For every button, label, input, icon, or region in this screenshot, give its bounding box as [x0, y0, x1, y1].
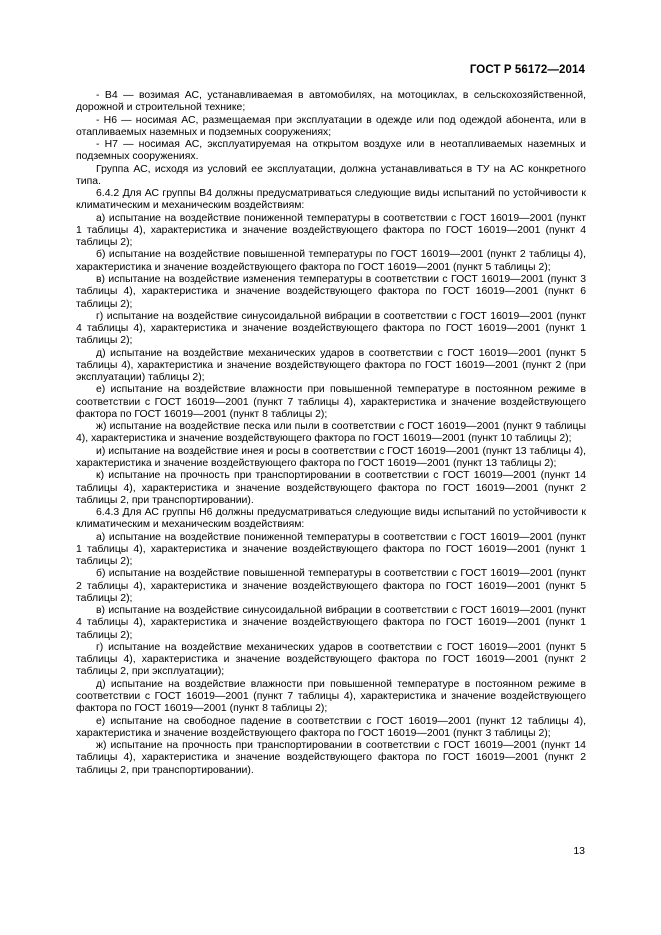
list-item: в) испытание на воздействие изменения температуры в соответствии с ГОСТ 16019—2001 (пункт 3 таблицы 4), характеристика и значение воздействующего фактора по ГОСТ 16019—2001 (пункт 6 таблицы 2); [76, 273, 586, 310]
list-item: г) испытание на воздействие механических ударов в соответствии с ГОСТ 16019—2001 (пункт 5 таблицы 4), характеристика и значение воздействующего фактора по ГОСТ 16019—2001 (пункт 2 таблицы 2, при эксплуатации); [76, 641, 586, 678]
list-item: д) испытание на воздействие влажности при повышенной температуре в постоянном режиме в соответствии с ГОСТ 16019—2001 (пункт 7 таблицы 4), характеристика и значение воздействующего фактора по ГОСТ 16019—2001 (пункт 8 таблицы 2); [76, 678, 586, 715]
list-item: б) испытание на воздействие повышенной температуры в соответствии с ГОСТ 16019—2001 (пункт 2 таблицы 4), характеристика и значение воздействующего фактора по ГОСТ 16019—2001 (пункт 5 таблицы 2); [76, 568, 586, 604]
paragraph: - Н6 — носимая АС, размещаемая при эксплуатации в одежде или под одеждой абонента, или в отапливаемых наземных и подземных сооружениях; [76, 114, 586, 138]
list-item: д) испытание на воздействие механических ударов в соответствии с ГОСТ 16019—2001 (пункт 5 таблицы 4), характеристика и значение воздействующего фактора по ГОСТ 16019—2001 (пункт 2 (при эксплуатации) таблицы 2); [76, 347, 586, 384]
page-number: 13 [573, 845, 585, 857]
list-item: г) испытание на воздействие синусоидальной вибрации в соответствии с ГОСТ 16019—2001 (пункт 4 таблицы 4), характеристика и значение воздействующего фактора по ГОСТ 16019—2001 (пункт 1 таблицы 2); [76, 310, 586, 347]
list-item: е) испытание на воздействие влажности при повышенной температуре в постоянном режиме в соответствии с ГОСТ 16019—2001 (пункт 7 таблицы 4), характеристика и значение воздействующего фактора по ГОСТ 16019—2001 (пункт 8 таблицы 2); [76, 384, 586, 420]
list-item: и) испытание на воздействие инея и росы в соответствии с ГОСТ 16019—2001 (пункт 13 таблицы 4), характеристика и значение воздействующего фактора по ГОСТ 16019—2001 (пункт 13 таблицы 2); [76, 445, 586, 469]
list-item: к) испытание на прочность при транспортировании в соответствии с ГОСТ 16019—2001 (пункт 14 таблицы 4), характеристика и значение воздействующего фактора по ГОСТ 16019—2001 (пункт 2 таблицы 2, при транспортировании). [76, 470, 586, 506]
list-item: ж) испытание на воздействие песка или пыли в соответствии с ГОСТ 16019—2001 (пункт 9 таблицы 4), характеристика и значение воздействующего фактора по ГОСТ 16019—2001 (пункт 10 таблицы 2); [76, 421, 586, 445]
list-item: ж) испытание на прочность при транспортировании в соответствии с ГОСТ 16019—2001 (пункт 14 таблицы 4), характеристика и значение воздействующего фактора по ГОСТ 16019—2001 (пункт 2 таблицы 2, при транспортировании). [76, 740, 586, 776]
list-item: в) испытание на воздействие синусоидальной вибрации в соответствии с ГОСТ 16019—2001 (пункт 4 таблицы 4), характеристика и значение воздействующего фактора по ГОСТ 16019—2001 (пункт 1 таблицы 2); [76, 605, 586, 641]
list-item: б) испытание на воздействие повышенной температуры по ГОСТ 16019—2001 (пункт 2 таблицы 4), характеристика и значение воздействующего фактора по ГОСТ 16019—2001 (пункт 5 таблицы 2); [76, 249, 586, 273]
paragraph: - Н7 — носимая АС, эксплуатируемая на открытом воздухе или в неотапливаемых наземных и подземных сооружениях. [76, 139, 586, 163]
section-heading-6-4-2: 6.4.2 Для АС группы В4 должны предусматриваться следующие виды испытаний по устойчивости к климатическим и механическим воздействиям: [76, 188, 586, 212]
list-item: е) испытание на свободное падение в соответствии с ГОСТ 16019—2001 (пункт 12 таблицы 4), характеристика и значение воздействующего фактора по ГОСТ 16019—2001 (пункт 3 таблицы 2); [76, 715, 586, 739]
paragraph: Группа АС, исходя из условий ее эксплуатации, должна устанавливаться в ТУ на АС конкретного типа. [76, 163, 586, 187]
paragraph: - В4 — возимая АС, устанавливаемая в автомобилях, на мотоциклах, в сельскохозяйственной, дорожной и строительной технике; [76, 90, 586, 114]
document-body [76, 90, 586, 777]
section-heading-6-4-3: 6.4.3 Для АС группы Н6 должны предусматриваться следующие виды испытаний по устойчивости к климатическим и механическим воздействиям: [76, 507, 586, 531]
document-header: ГОСТ Р 56172—2014 [469, 64, 585, 76]
list-item: а) испытание на воздействие пониженной температуры в соответствии с ГОСТ 16019—2001 (пункт 1 таблицы 4), характеристика и значение воздействующего фактора по ГОСТ 16019—2001 (пункт 1 таблицы 2); [76, 531, 586, 568]
list-item: а) испытание на воздействие пониженной температуры в соответствии с ГОСТ 16019—2001 (пункт 1 таблицы 4), характеристика и значение воздействующего фактора по ГОСТ 16019—2001 (пункт 4 таблицы 2); [76, 212, 586, 249]
